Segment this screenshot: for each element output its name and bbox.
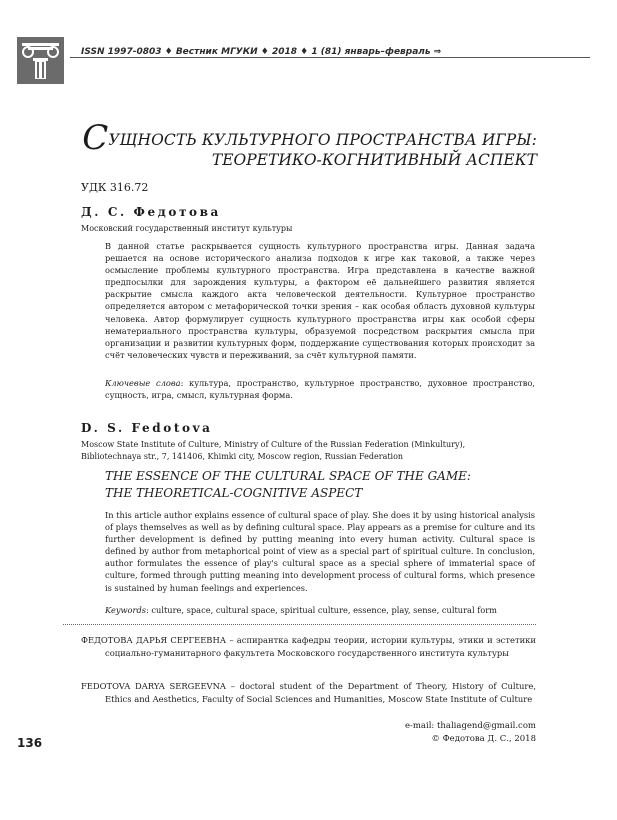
article-title-ru-line1: СУЩНОСТЬ КУЛЬТУРНОГО ПРОСТРАНСТВА ИГРЫ: (82, 118, 537, 158)
title-drop-cap: С (82, 118, 109, 158)
author-name-ru: Д. С. Федотова (81, 205, 221, 219)
section-divider (63, 624, 536, 625)
author-bio-en: FEDOTOVA DARYA SERGEEVNA – doctoral student of the Department of Theory, History of Culture, Ethics and Aesthetics, Faculty of Social Sciences and Humanities, Moscow State Institute of Culture (81, 681, 536, 704)
journal-logo (17, 37, 64, 84)
keywords-en: Keywords: culture, space, cultural space, spiritual culture, essence, play, sense, cultural form (105, 605, 498, 615)
page-number: 136 (17, 736, 43, 750)
author-name-en: D. S. Fedotova (81, 421, 213, 435)
author-affiliation-en: Moscow State Institute of Culture, Ministry of Culture of the Russian Federation (Minkultury), Bibliotechnaya str., 7, 141406, Khimki city, Moscow region, Russian Federation (81, 440, 466, 461)
copyright-notice: © Федотова Д. С., 2018 (431, 733, 536, 744)
author-contact (405, 720, 536, 745)
author-bio-ru: ФЕДОТОВА ДАРЬЯ СЕРГЕЕВНА – аспирантка кафедры теории, истории культуры, этики и эстетики социально-гуманитарного факультета Московского государственного института культуры (81, 635, 536, 658)
running-head: ISSN 1997-0803 ♦ Вестник МГУКИ ♦ 2018 ♦ 1 (81) январь–февраль ⇒ (81, 47, 442, 57)
abstract-ru: В данной статье раскрывается сущность культурного пространства игры. Данная задача решается на основе исторического анализа подходов к игре как таковой, а также через осмысление проблемы культурного пространства. Игра представлена в качестве важной предпосылки для зарождения культуры, а фактором её дальнейшего развития является раскрытие смысла каждого акта человеческой деятельности. Культурное пространство определяется автором с метафорической точки зрения – как особая область духовной культуры человека. Автор формулирует сущность культурного пространства игры как особой сферы нематериального пространства культуры, образуемой посредством раскрытия смысла при организации и развитии культурных форм, поддержание существования которых происходит за счёт человеческих чувств и переживаний, за счёт культурной памяти. (105, 241, 535, 360)
article-title-ru-line2: ТЕОРЕТИКО-КОГНИТИВНЫЙ АСПЕКТ (211, 151, 537, 169)
author-affiliation-ru: Московский государственный институт культуры (81, 224, 293, 233)
keywords-ru: Ключевые слова: культура, пространство, культурное пространство, духовное пространство, сущность, игра, смысл, культурная форма. (105, 378, 535, 401)
header-rule (70, 57, 590, 58)
article-title-en: THE ESSENCE OF THE CULTURAL SPACE OF THE GAME: THE THEORETICAL-COGNITIVE ASPECT (105, 469, 471, 500)
udk-code: УДК 316.72 (81, 181, 149, 194)
abstract-en: In this article author explains essence of cultural space of play. She does it by using historical analysis of plays themselves as well as by defining cultural space. Play appears as a premise for culture and its further development is defined by putting meaning into every human activity. Cultural space is defined by author from metaphorical point of view as a special part of spiritual culture. In conclusion, author formulates the essence of play's cultural space as a special sphere of immaterial space of culture, formed through putting meaning into development process of cultural forms, which presence is sustained by human feelings and experiences. (105, 510, 535, 593)
author-email: e-mail: thaliagend@gmail.com (404, 721, 536, 731)
